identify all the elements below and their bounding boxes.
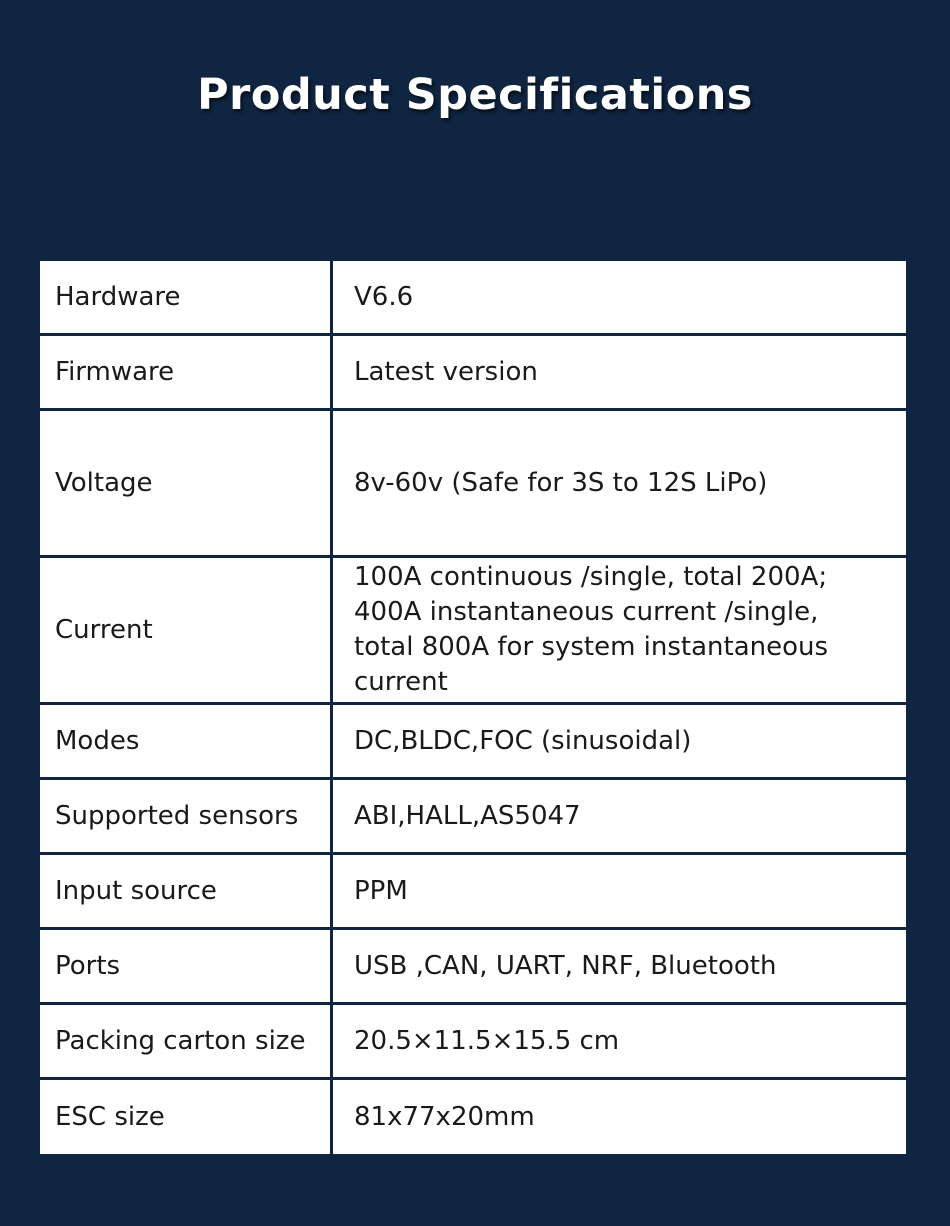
spec-value: DC,BLDC,FOC (sinusoidal) <box>354 725 692 756</box>
spec-value: USB ,CAN, UART, NRF, Bluetooth <box>354 950 777 981</box>
spec-value: 81x77x20mm <box>354 1101 535 1132</box>
spec-row-ports <box>40 930 906 1002</box>
spec-row-voltage <box>40 411 906 555</box>
spec-value: 100A continuous /single, total 200A; 400A instantaneous current /single, total 800A for system instantaneous current <box>354 562 829 697</box>
spec-value: 20.5×11.5×15.5 cm <box>354 1025 620 1056</box>
spec-label: Input source <box>55 876 217 906</box>
spec-row-esc-size <box>40 1080 906 1154</box>
spec-row-current <box>40 558 906 702</box>
spec-value: V6.6 <box>354 281 414 312</box>
spec-label: Firmware <box>55 357 175 387</box>
spec-row-input-source <box>40 855 906 927</box>
spec-label: ESC size <box>55 1102 165 1132</box>
spec-row-hardware <box>40 261 906 333</box>
spec-label: Supported sensors <box>55 801 299 831</box>
spec-label: Voltage <box>55 468 153 498</box>
spec-label: Packing carton size <box>55 1026 306 1056</box>
spec-row-supported-sensors <box>40 780 906 852</box>
spec-value: PPM <box>354 875 408 906</box>
spec-row-packing-carton-size <box>40 1005 906 1077</box>
spec-row-modes <box>40 705 906 777</box>
column-divider <box>330 261 333 1154</box>
spec-label: Current <box>55 615 153 645</box>
spec-label: Ports <box>55 951 121 981</box>
spec-value: Latest version <box>354 356 538 387</box>
spec-value: ABI,HALL,AS5047 <box>354 800 581 831</box>
spec-label: Modes <box>55 726 140 756</box>
spec-value: 8v-60v (Safe for 3S to 12S LiPo) <box>354 467 768 498</box>
page-title: Product Specifications <box>197 70 753 120</box>
spec-table <box>40 261 906 1154</box>
spec-row-firmware <box>40 336 906 408</box>
spec-label: Hardware <box>55 282 181 312</box>
